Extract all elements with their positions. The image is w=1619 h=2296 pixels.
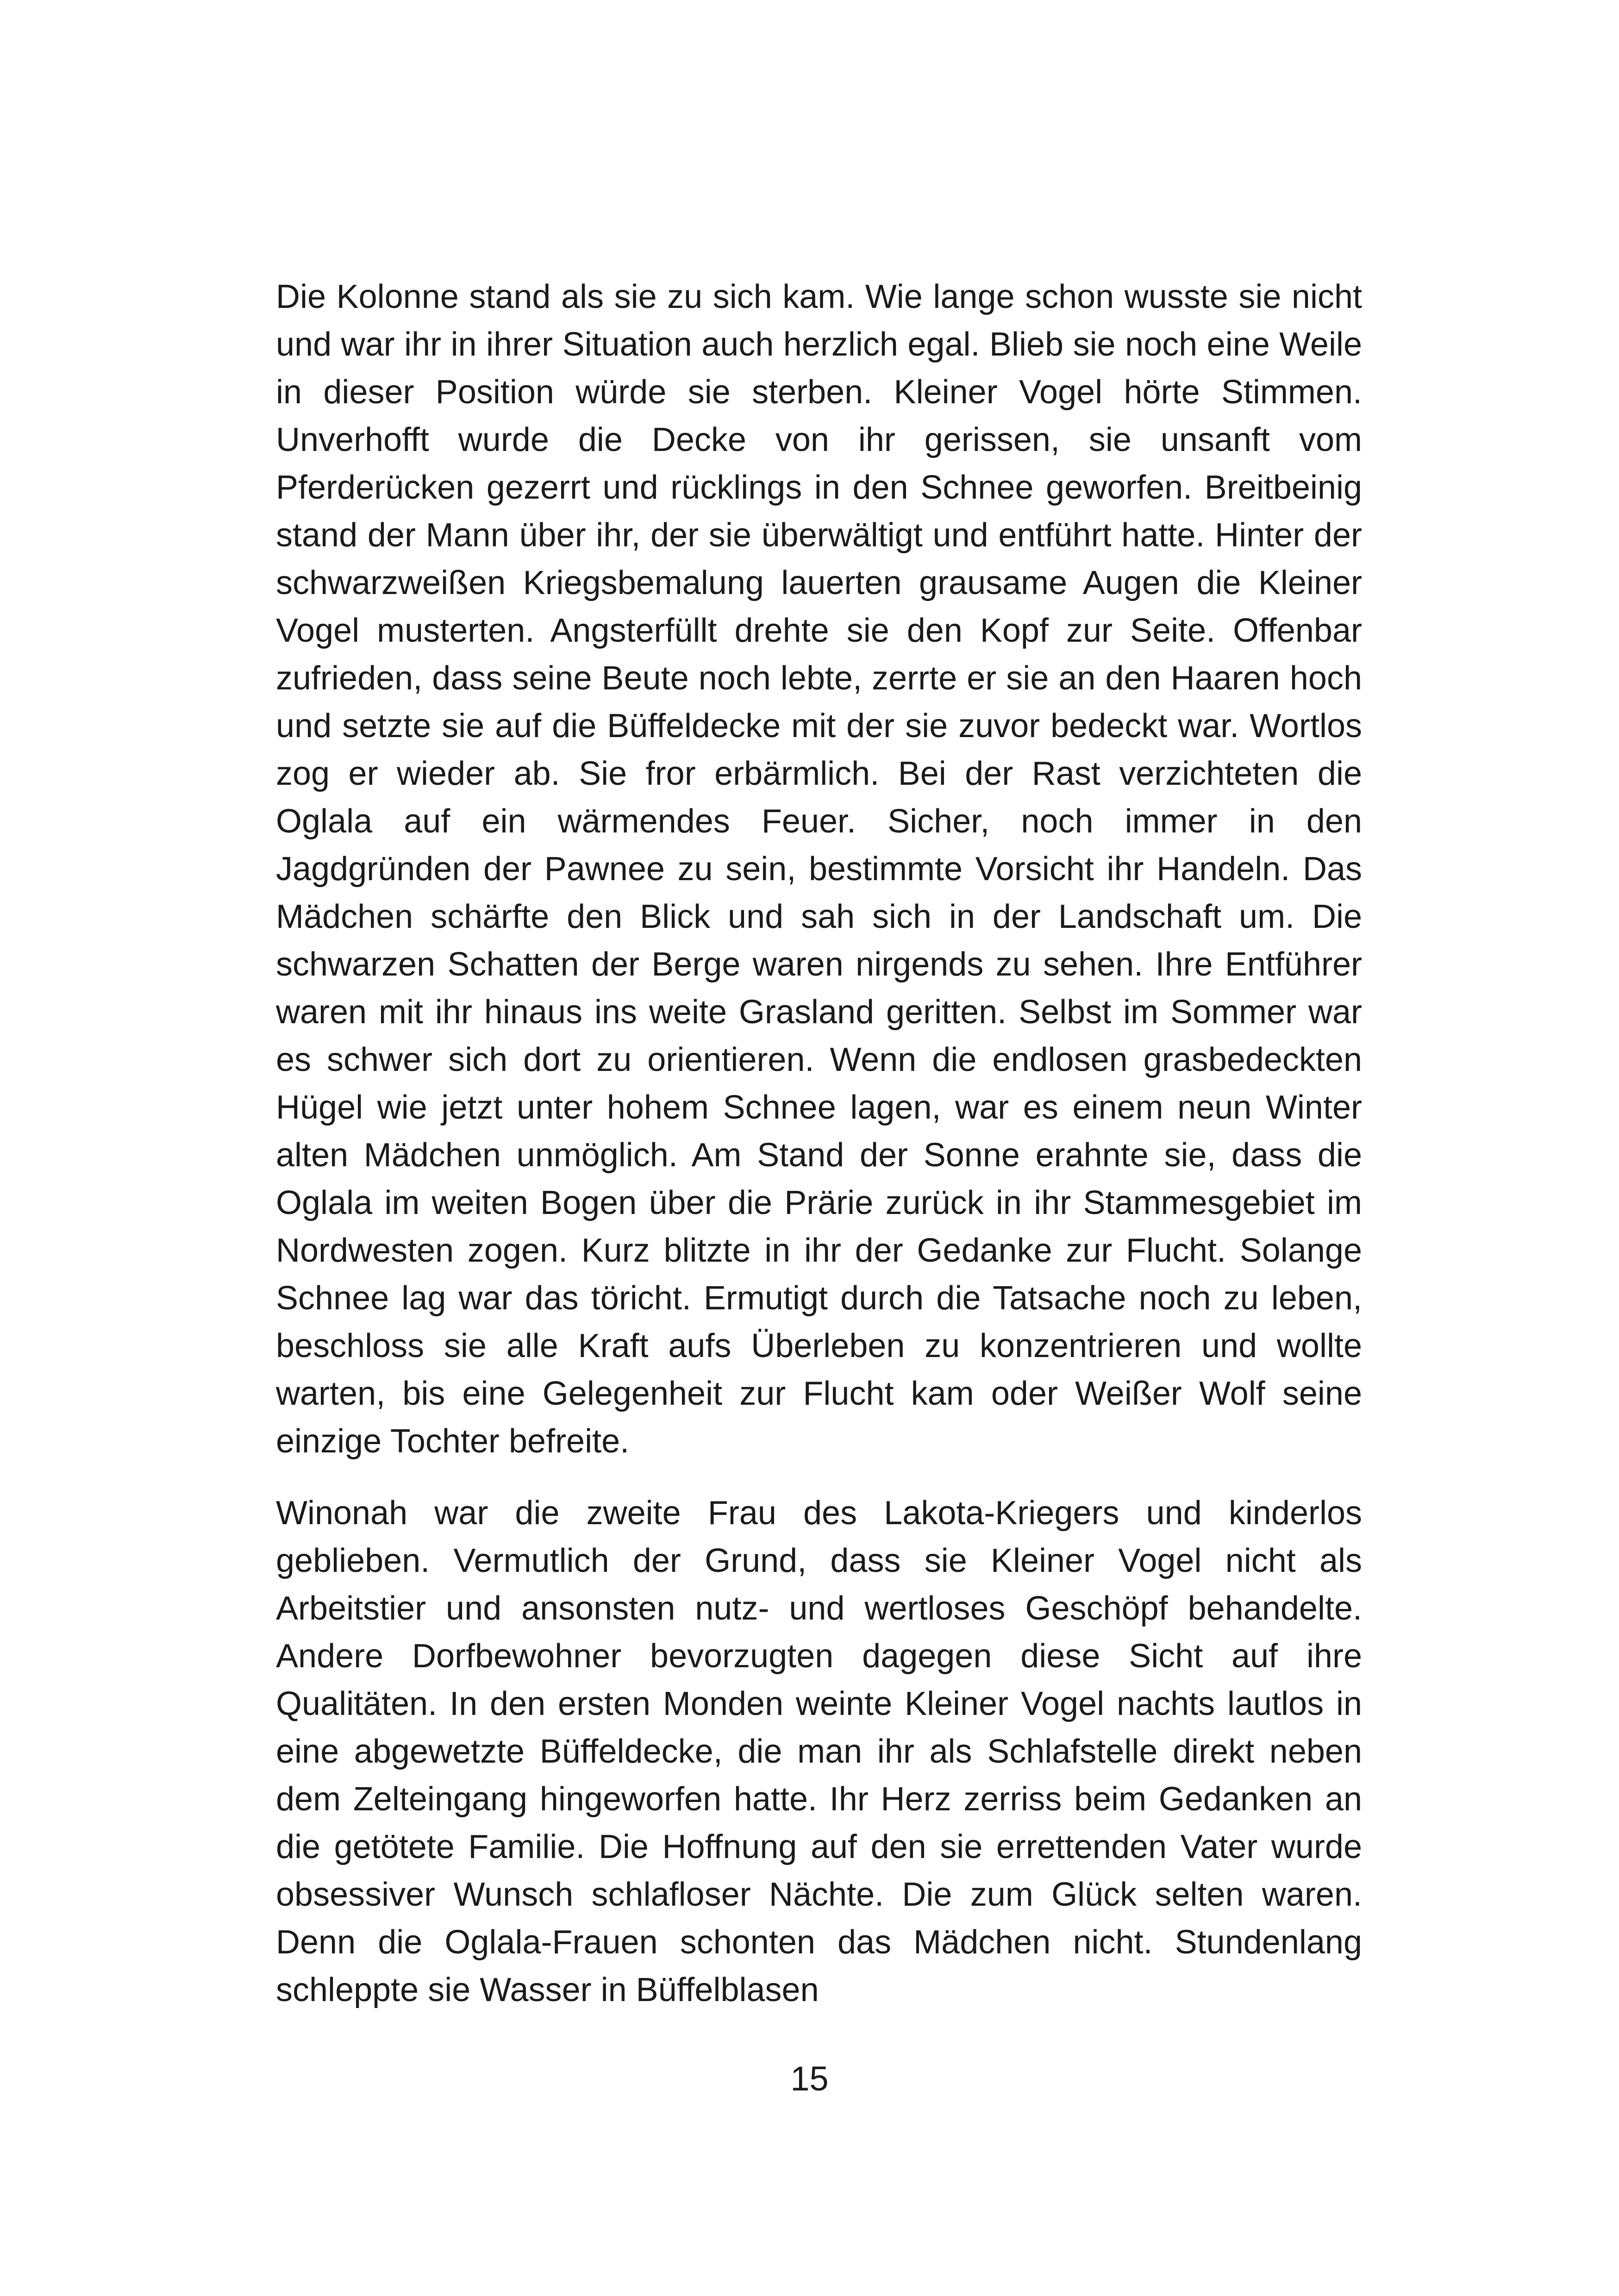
paragraph-1: Die Kolonne stand als sie zu sich kam. Wie lange schon wusste sie nicht und war ihr in ihrer Situation auch herzlich egal. Blieb sie noch eine Weile in dieser Position würde sie sterben. Kleiner Vogel hörte Stimmen. Unverhofft wurde die Decke von ihr gerissen, sie unsanft vom Pferderücken gezerrt und rücklings in den Schnee geworfen. Breitbeinig stand der Mann über ihr, der sie überwältigt und entführt hatte. Hinter der schwarzweißen Kriegsbemalung lauerten grausame Augen die Kleiner Vogel musterten. Angsterfüllt drehte sie den Kopf zur Seite. Offenbar zufrieden, dass seine Beute noch lebte, zerrte er sie an den Haaren hoch und setzte sie auf die Büffeldecke mit der sie zuvor bedeckt war. Wortlos zog er wieder ab. Sie fror erbärmlich. Bei der Rast verzichteten die Oglala auf ein wärmendes Feuer. Sicher, noch immer in den Jagdgründen der Pawnee zu sein, bestimmte Vorsicht ihr Handeln. Das Mädchen schärfte den Blick und sah sich in der Landschaft um. Die schwarzen Schatten der Berge waren nirgends zu sehen. Ihre Entführer waren mit ihr hinaus ins weite Grasland geritten. Selbst im Sommer war es schwer sich dort zu orientieren. Wenn die endlosen grasbedeckten Hügel wie jetzt unter hohem Schnee lagen, war es einem neun Winter alten Mädchen unmöglich. Am Stand der Sonne erahnte sie, dass die Oglala im weiten Bogen über die Prärie zurück in ihr Stammesgebiet im Nordwesten zogen. Kurz blitzte in ihr der Gedanke zur Flucht. Solange Schnee lag war das töricht. Ermutigt durch die Tatsache noch zu leben, beschloss sie alle Kraft aufs Überleben zu konzentrieren und wollte warten, bis eine Gelegenheit zur Flucht kam oder Weißer Wolf seine einzige Tochter befreite. — [276, 278, 1362, 1460]
body-text — [276, 273, 1362, 2038]
paragraph-2: Winonah war die zweite Frau des Lakota-Kriegers und kinderlos geblieben. Vermutlich der Grund, dass sie Kleiner Vogel nicht als Arbeitstier und ansonsten nutz- und wertloses Geschöpf behandelte. Andere Dorfbewohner bevorzugten dagegen diese Sicht auf ihre Qualitäten. In den ersten Monden weinte Kleiner Vogel nachts lautlos in eine abgewetzte Büffeldecke, die man ihr als Schlafstelle direkt neben dem Zelteingang hingeworfen hatte. Ihr Herz zerriss beim Gedanken an die getötete Familie. Die Hoffnung auf den sie errettenden Vater wurde obsessiver Wunsch schlafloser Nächte. Die zum Glück selten waren. Denn die Oglala-Frauen schonten das Mädchen nicht. Stundenlang schleppte sie Wasser in Büffelblasen — [276, 1495, 1362, 2008]
page-number: 15 — [790, 2059, 829, 2098]
